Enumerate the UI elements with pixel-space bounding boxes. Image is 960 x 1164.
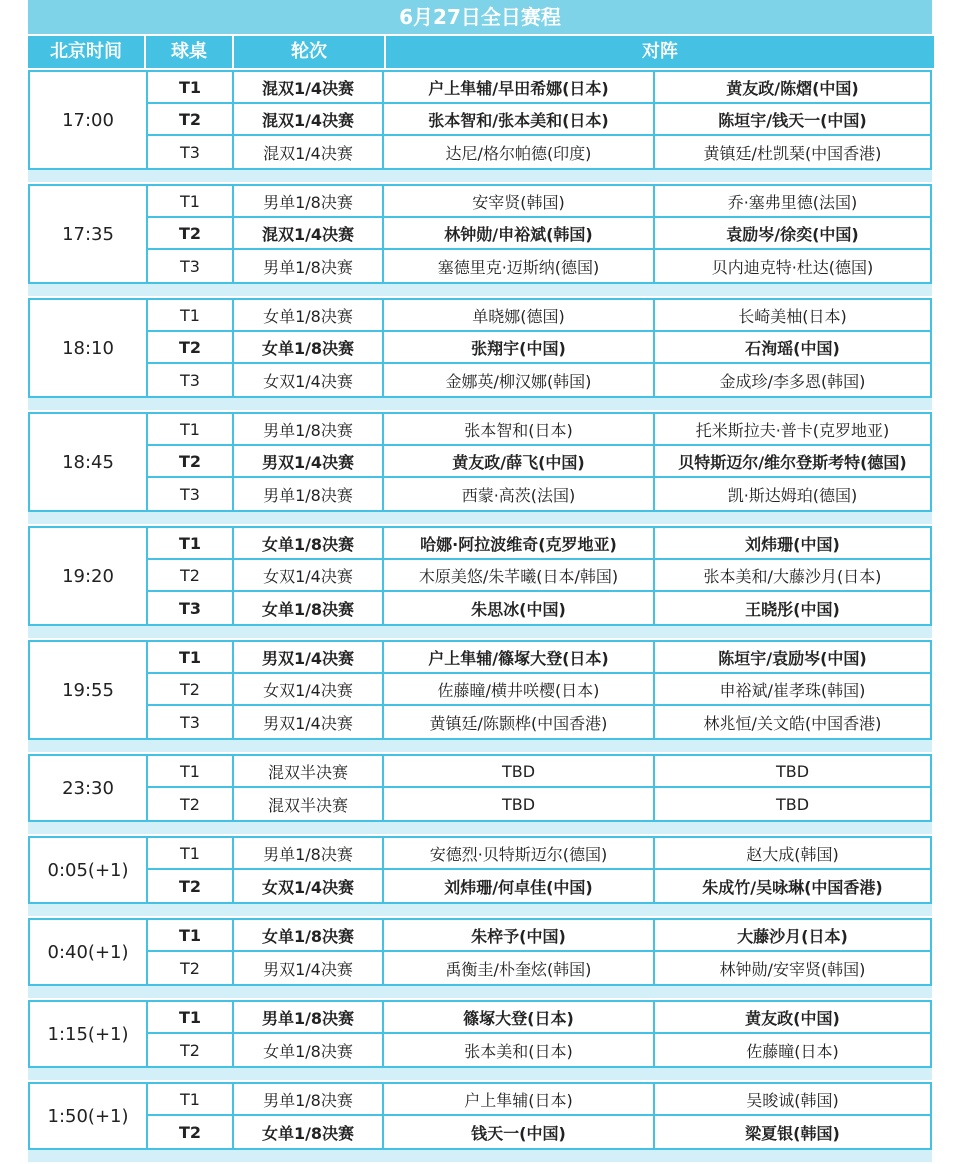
- player-a-cell: 朱梓予(中国): [384, 920, 655, 950]
- player-b-cell: 朱成竹/吴咏琳(中国香港): [702, 877, 883, 897]
- match-row: [148, 870, 930, 902]
- match-row: [148, 136, 930, 168]
- schedule-blocks: [28, 70, 932, 1164]
- round-cell: 女单1/8决赛: [234, 300, 384, 330]
- player-a-cell: 张翔宇(中国): [384, 332, 655, 362]
- match-row: [148, 706, 930, 738]
- table-cell: T1: [148, 1002, 234, 1032]
- round-cell: 男双1/4决赛: [234, 952, 384, 984]
- table-cell: T3: [148, 250, 234, 282]
- match-row: [148, 838, 930, 870]
- player-a-cell: 张本智和(日本): [384, 414, 655, 444]
- time-block: [28, 918, 932, 986]
- player-a-cell: 篠塚大登(日本): [384, 1002, 655, 1032]
- schedule-sheet: [28, 0, 932, 1143]
- round-cell: 男双1/4决赛: [234, 642, 384, 672]
- player-a-cell: 林钟勋/申裕斌(韩国): [384, 218, 655, 248]
- player-a-cell: 安宰贤(韩国): [384, 186, 655, 216]
- match-row: [148, 642, 930, 674]
- player-a-cell: TBD: [384, 756, 655, 786]
- time-block: [28, 1000, 932, 1068]
- match-row: [148, 446, 930, 478]
- player-b-cell: 赵大成(韩国): [746, 844, 839, 864]
- time-block: [28, 1082, 932, 1150]
- match-row: [148, 478, 930, 510]
- round-cell: 女单1/8决赛: [234, 528, 384, 558]
- player-a-cell: 刘炜珊/何卓佳(中国): [384, 870, 655, 902]
- table-cell: T1: [148, 838, 234, 868]
- player-b-cell: 大藤沙月(日本): [737, 926, 848, 946]
- player-b-cell: 乔·塞弗里德(法国): [727, 192, 858, 212]
- match-row: [148, 592, 930, 624]
- table-cell: T3: [148, 592, 234, 624]
- table-cell: T2: [148, 1116, 234, 1148]
- table-cell: T2: [148, 1034, 234, 1066]
- table-cell: T2: [148, 104, 234, 134]
- table-cell: T1: [148, 414, 234, 444]
- time-cell: 23:30: [30, 756, 148, 820]
- time-cell: 17:35: [30, 186, 148, 282]
- player-b-cell: 贝特斯迈尔/维尔登斯考特(德国): [678, 452, 907, 472]
- table-cell: T1: [148, 756, 234, 786]
- table-cell: T3: [148, 136, 234, 168]
- player-a-cell: 黄友政/薛飞(中国): [384, 446, 655, 476]
- player-b-cell: 刘炜珊(中国): [745, 534, 840, 554]
- table-cell: T1: [148, 72, 234, 102]
- player-a-cell: 黄镇廷/陈颢桦(中国香港): [384, 706, 655, 738]
- round-cell: 男单1/8决赛: [234, 478, 384, 510]
- player-a-cell: 户上隼辅/早田希娜(日本): [384, 72, 655, 102]
- round-cell: 男单1/8决赛: [234, 1084, 384, 1114]
- player-a-cell: 禹衡圭/朴奎炫(韩国): [384, 952, 655, 984]
- table-cell: T1: [148, 642, 234, 672]
- table-cell: T1: [148, 920, 234, 950]
- round-cell: 女单1/8决赛: [234, 920, 384, 950]
- round-cell: 混双1/4决赛: [234, 218, 384, 248]
- player-b-cell: 凯·斯达姆珀(德国): [727, 485, 858, 505]
- time-block: [28, 526, 932, 626]
- player-b-cell: 陈垣宇/钱天一(中国): [718, 110, 867, 130]
- table-cell: T1: [148, 528, 234, 558]
- match-row: [148, 364, 930, 396]
- match-row: [148, 952, 930, 984]
- time-block: [28, 298, 932, 398]
- time-block: [28, 754, 932, 822]
- player-b-cell: 佐藤瞳(日本): [746, 1041, 839, 1061]
- match-row: [148, 1084, 930, 1116]
- time-block: [28, 184, 932, 284]
- table-cell: T3: [148, 706, 234, 738]
- player-a-cell: 户上隼辅/篠塚大登(日本): [384, 642, 655, 672]
- time-cell: 1:50(+1): [30, 1084, 148, 1148]
- player-a-cell: 户上隼辅(日本): [384, 1084, 655, 1114]
- time-block: [28, 640, 932, 740]
- player-b-cell: 申裕斌/崔孝珠(韩国): [719, 680, 866, 700]
- player-a-cell: 哈娜·阿拉波维奇(克罗地亚): [384, 528, 655, 558]
- table-cell: T2: [148, 674, 234, 704]
- round-cell: 混双1/4决赛: [234, 72, 384, 102]
- round-cell: 男双1/4决赛: [234, 706, 384, 738]
- round-cell: 男单1/8决赛: [234, 414, 384, 444]
- table-cell: T2: [148, 446, 234, 476]
- player-a-cell: 张本美和(日本): [384, 1034, 655, 1066]
- player-b-cell: 石洵瑶(中国): [745, 338, 840, 358]
- player-b-cell: 张本美和/大藤沙月(日本): [703, 566, 882, 586]
- player-a-cell: 金娜英/柳汉娜(韩国): [384, 364, 655, 396]
- match-row: [148, 1034, 930, 1066]
- match-row: [148, 1002, 930, 1034]
- match-row: [148, 218, 930, 250]
- round-cell: 女单1/8决赛: [234, 332, 384, 362]
- time-cell: 17:00: [30, 72, 148, 168]
- player-b-cell: 金成珍/李多恩(韩国): [719, 371, 866, 391]
- player-a-cell: 钱天一(中国): [384, 1116, 655, 1148]
- round-cell: 女双1/4决赛: [234, 870, 384, 902]
- player-a-cell: 张本智和/张本美和(日本): [384, 104, 655, 134]
- player-b-cell: 林兆恒/关文皓(中国香港): [703, 713, 882, 733]
- round-cell: 混双半决赛: [234, 788, 384, 820]
- player-b-cell: 贝内迪克特·杜达(德国): [711, 257, 874, 277]
- match-row: [148, 756, 930, 788]
- player-a-cell: 安德烈·贝特斯迈尔(德国): [384, 838, 655, 868]
- table-cell: T3: [148, 364, 234, 396]
- time-cell: 18:45: [30, 414, 148, 510]
- player-b-cell: TBD: [775, 761, 810, 781]
- table-cell: T2: [148, 560, 234, 590]
- player-a-cell: 西蒙·高茨(法国): [384, 478, 655, 510]
- player-a-cell: 佐藤瞳/横井咲樱(日本): [384, 674, 655, 704]
- match-row: [148, 1116, 930, 1148]
- player-b-cell: 袁励岑/徐奕(中国): [726, 224, 859, 244]
- round-cell: 女单1/8决赛: [234, 1116, 384, 1148]
- round-cell: 男单1/8决赛: [234, 186, 384, 216]
- player-b-cell: 黄镇廷/杜凯琹(中国香港): [703, 143, 882, 163]
- player-b-cell: 长崎美柚(日本): [738, 306, 847, 326]
- schedule-title: 6月27日全日赛程: [28, 0, 932, 34]
- round-cell: 男双1/4决赛: [234, 446, 384, 476]
- header-matchup: 对阵: [386, 36, 934, 68]
- player-a-cell: TBD: [384, 788, 655, 820]
- round-cell: 女单1/8决赛: [234, 1034, 384, 1066]
- match-row: [148, 788, 930, 820]
- player-b-cell: 黄友政/陈熠(中国): [726, 78, 859, 98]
- round-cell: 混双半决赛: [234, 756, 384, 786]
- time-block: [28, 70, 932, 170]
- player-b-cell: 陈垣宇/袁励岑(中国): [718, 648, 867, 668]
- match-row: [148, 414, 930, 446]
- table-cell: T1: [148, 300, 234, 330]
- player-a-cell: 木原美悠/朱芊曦(日本/韩国): [384, 560, 655, 590]
- player-b-cell: 黄友政(中国): [745, 1008, 840, 1028]
- header-table: 球桌: [146, 36, 232, 68]
- table-cell: T2: [148, 788, 234, 820]
- table-cell: T1: [148, 186, 234, 216]
- time-cell: 0:40(+1): [30, 920, 148, 984]
- round-cell: 男单1/8决赛: [234, 250, 384, 282]
- time-block: [28, 412, 932, 512]
- round-cell: 女双1/4决赛: [234, 560, 384, 590]
- table-cell: T2: [148, 952, 234, 984]
- player-b-cell: 梁夏银(韩国): [745, 1123, 840, 1143]
- round-cell: 女双1/4决赛: [234, 674, 384, 704]
- round-cell: 男单1/8决赛: [234, 838, 384, 868]
- player-a-cell: 塞德里克·迈斯纳(德国): [384, 250, 655, 282]
- match-row: [148, 674, 930, 706]
- time-block: [28, 836, 932, 904]
- table-cell: T2: [148, 332, 234, 362]
- round-cell: 男单1/8决赛: [234, 1002, 384, 1032]
- table-cell: T2: [148, 870, 234, 902]
- match-row: [148, 920, 930, 952]
- player-a-cell: 单晓娜(德国): [384, 300, 655, 330]
- player-b-cell: 林钟勋/安宰贤(韩国): [719, 959, 866, 979]
- table-cell: T1: [148, 1084, 234, 1114]
- header-time: 北京时间: [28, 36, 144, 68]
- match-row: [148, 250, 930, 282]
- player-b-cell: 托米斯拉夫·普卡(克罗地亚): [695, 420, 890, 440]
- player-a-cell: 朱思冰(中国): [384, 592, 655, 624]
- table-cell: T3: [148, 478, 234, 510]
- time-cell: 18:10: [30, 300, 148, 396]
- round-cell: 混双1/4决赛: [234, 136, 384, 168]
- header-row: [28, 36, 932, 68]
- match-row: [148, 104, 930, 136]
- player-a-cell: 达尼/格尔帕德(印度): [384, 136, 655, 168]
- player-b-cell: TBD: [775, 794, 810, 814]
- header-round: 轮次: [234, 36, 384, 68]
- round-cell: 女单1/8决赛: [234, 592, 384, 624]
- match-row: [148, 560, 930, 592]
- match-row: [148, 332, 930, 364]
- match-row: [148, 300, 930, 332]
- player-b-cell: 王晓彤(中国): [745, 599, 840, 619]
- match-row: [148, 72, 930, 104]
- round-cell: 女双1/4决赛: [234, 364, 384, 396]
- time-cell: 19:20: [30, 528, 148, 624]
- time-cell: 19:55: [30, 642, 148, 738]
- match-row: [148, 186, 930, 218]
- match-row: [148, 528, 930, 560]
- round-cell: 混双1/4决赛: [234, 104, 384, 134]
- time-cell: 0:05(+1): [30, 838, 148, 902]
- player-b-cell: 吴晙诚(韩国): [746, 1090, 839, 1110]
- table-cell: T2: [148, 218, 234, 248]
- time-cell: 1:15(+1): [30, 1002, 148, 1066]
